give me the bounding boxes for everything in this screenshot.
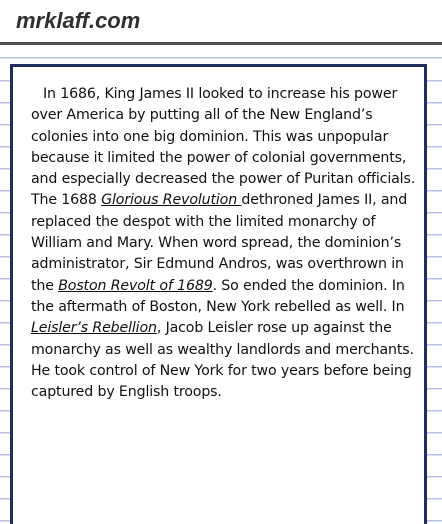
site-title: mrklaff.com (16, 8, 141, 33)
term-leislers-rebellion: Leisler’s Rebellion (31, 320, 157, 337)
article-text-segment: In 1686, King James II looked to increase his power over America by putting all of the New England’s colonies into one big dominion. This was unpopular because it limited the power of colonial governments, and especially decreased the power of Puritan officials. The 1688 (31, 86, 416, 209)
article-text-segment: dethroned James II, and replaced the despot with the limited monarchy of William and Mary. When word spread, the dominion’s administrator, Sir Edmund Andros, was overthrown in the (31, 192, 408, 294)
article-paragraph (31, 84, 416, 403)
content-panel (10, 64, 427, 524)
site-header (0, 0, 442, 44)
term-boston-revolt: Boston Revolt of 1689 (58, 277, 213, 294)
header-divider (0, 42, 442, 45)
article-text-segment: , Jacob Leisler rose up against the monarchy as well as wealthy landlords and merchants. He took control of New York for two years before being captured by English troops. (31, 320, 414, 401)
term-glorious-revolution: Glorious Revolution (101, 192, 242, 209)
article-text-segment: . So ended the dominion. In the aftermath of Boston, New York rebelled as well. In (31, 277, 405, 315)
